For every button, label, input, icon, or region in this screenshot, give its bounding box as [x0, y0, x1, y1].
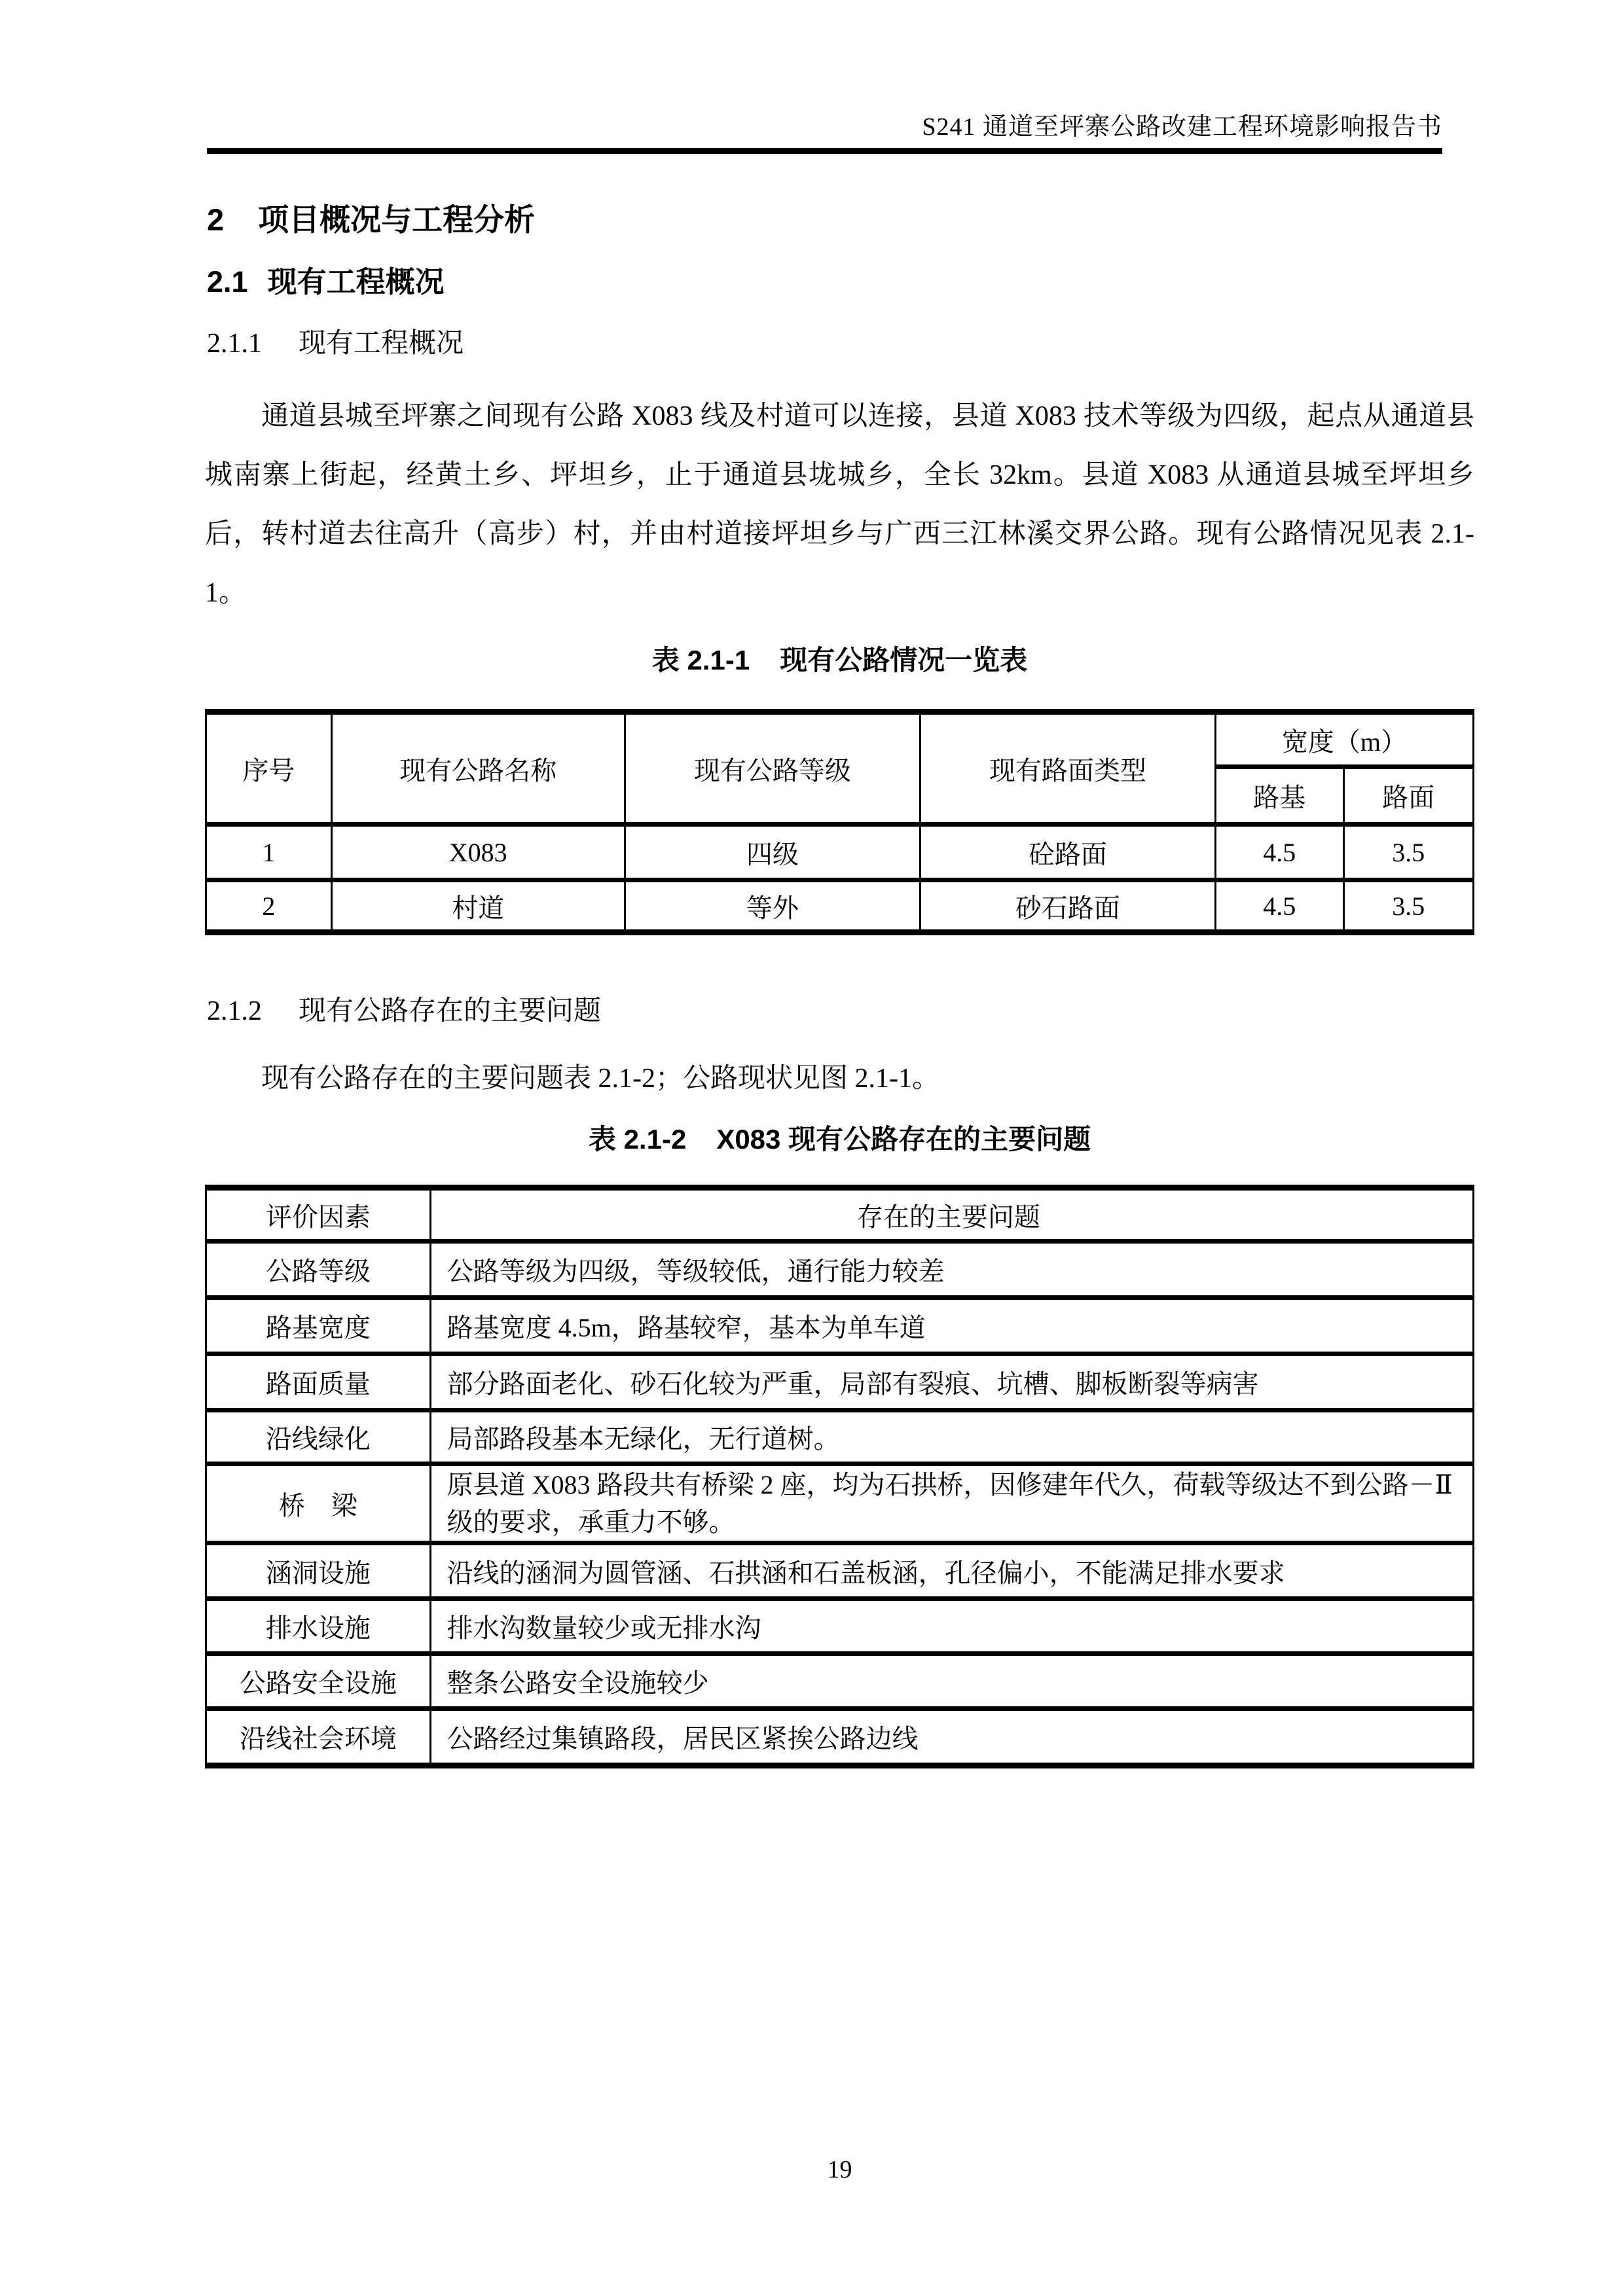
cell-problem: 公路等级为四级，等级较低，通行能力较差	[430, 1242, 1473, 1298]
table-row	[206, 1599, 1474, 1654]
section-number: 2.1.1	[207, 329, 262, 359]
cell-surface-width: 3.5	[1343, 825, 1473, 880]
cell-index: 2	[206, 880, 332, 933]
cell-factor: 公路等级	[206, 1242, 431, 1298]
col-header-problem: 存在的主要问题	[430, 1188, 1473, 1242]
table-row	[206, 880, 1474, 933]
table-row	[206, 1543, 1474, 1599]
page-header-title: S241 通道至坪寨公路改建工程环境影响报告书	[922, 113, 1442, 141]
cell-factor: 涵洞设施	[206, 1543, 431, 1599]
table-header-row	[206, 712, 1474, 767]
col-subheader-surface: 路面	[1343, 767, 1473, 825]
cell-roadbed-width: 4.5	[1215, 825, 1343, 880]
col-header-width: 宽度（m）	[1215, 712, 1473, 767]
col-subheader-roadbed: 路基	[1215, 767, 1343, 825]
table-row	[206, 1654, 1474, 1709]
paragraph-problems-intro: 现有公路存在的主要问题表 2.1-2；公路现状见图 2.1-1。	[261, 1064, 939, 1094]
cell-road-name: X083	[331, 825, 625, 880]
section-heading-2-1-2	[207, 997, 601, 1025]
col-header-pavement-type: 现有路面类型	[920, 712, 1215, 825]
section-heading-2-1-1	[207, 330, 464, 357]
cell-surface-width: 3.5	[1343, 880, 1473, 933]
cell-problem: 原县道 X083 路段共有桥梁 2 座，均为石拱桥，因修建年代久，荷载等级达不到公路－Ⅱ级的要求，承重力不够。	[430, 1464, 1473, 1543]
cell-factor: 路面质量	[206, 1354, 431, 1410]
cell-road-grade: 四级	[625, 825, 920, 880]
cell-factor: 公路安全设施	[206, 1654, 431, 1709]
table1-caption	[205, 647, 1474, 674]
table-row	[206, 1354, 1474, 1410]
paragraph-existing-road-overview: 通道县城至坪寨之间现有公路 X083 线及村道可以连接，县道 X083 技术等级为四级，起点从通道县城南寨上街起，经黄土乡、坪坦乡，止于通道县垅城乡，全长 32km。县道 X083 从通道县城至坪坦乡后，转村道去往高升（高步）村，并由村道接坪坦乡与广西三江林溪交界公路。现有公路情况见表 2.1-1。	[205, 401, 1474, 608]
table-row	[206, 825, 1474, 880]
table2-caption	[205, 1126, 1474, 1153]
table-caption-title: 现有公路情况一览表	[780, 645, 1028, 675]
cell-problem: 部分路面老化、砂石化较为严重，局部有裂痕、坑槽、脚板断裂等病害	[430, 1354, 1473, 1410]
header-rule	[207, 148, 1442, 154]
cell-index: 1	[206, 825, 332, 880]
cell-pavement-type: 砼路面	[920, 825, 1215, 880]
cell-problem: 排水沟数量较少或无排水沟	[430, 1599, 1473, 1654]
section-title: 项目概况与工程分析	[258, 202, 536, 237]
table-row	[206, 1242, 1474, 1298]
cell-pavement-type: 砂石路面	[920, 880, 1215, 933]
cell-road-grade: 等外	[625, 880, 920, 933]
col-header-road-name: 现有公路名称	[331, 712, 625, 825]
col-header-index: 序号	[206, 712, 332, 825]
section-number: 2.1.2	[207, 996, 262, 1026]
table-caption-label: 表 2.1-2	[588, 1124, 687, 1155]
table-header-row	[206, 1188, 1474, 1242]
existing-road-table	[205, 709, 1474, 935]
cell-factor: 路基宽度	[206, 1298, 431, 1354]
road-problems-table	[205, 1185, 1474, 1768]
section-title: 现有工程概况	[267, 265, 445, 298]
table-row	[206, 1709, 1474, 1766]
cell-problem: 公路经过集镇路段，居民区紧挨公路边线	[430, 1709, 1473, 1766]
cell-road-name: 村道	[331, 880, 625, 933]
section-heading-2	[207, 204, 535, 235]
table-caption-label: 表 2.1-1	[651, 645, 750, 675]
table-row	[206, 1298, 1474, 1354]
col-header-road-grade: 现有公路等级	[625, 712, 920, 825]
section-title: 现有公路存在的主要问题	[299, 996, 602, 1026]
table-caption-title: X083 现有公路存在的主要问题	[716, 1124, 1091, 1155]
cell-factor: 沿线绿化	[206, 1410, 431, 1464]
section-heading-2-1	[207, 267, 445, 296]
cell-problem: 整条公路安全设施较少	[430, 1654, 1473, 1709]
cell-factor: 排水设施	[206, 1599, 431, 1654]
cell-problem: 局部路段基本无绿化，无行道树。	[430, 1410, 1473, 1464]
col-header-factor: 评价因素	[206, 1188, 431, 1242]
section-title: 现有工程概况	[299, 329, 464, 359]
cell-roadbed-width: 4.5	[1215, 880, 1343, 933]
page-number: 19	[827, 2156, 852, 2183]
table-row	[206, 1464, 1474, 1543]
section-number: 2.1	[207, 265, 248, 298]
section-number: 2	[207, 202, 225, 237]
cell-problem: 沿线的涵洞为圆管涵、石拱涵和石盖板涵，孔径偏小，不能满足排水要求	[430, 1543, 1473, 1599]
cell-factor: 沿线社会环境	[206, 1709, 431, 1766]
cell-problem: 路基宽度 4.5m，路基较窄，基本为单车道	[430, 1298, 1473, 1354]
table-row	[206, 1410, 1474, 1464]
cell-factor: 桥 梁	[206, 1464, 431, 1543]
